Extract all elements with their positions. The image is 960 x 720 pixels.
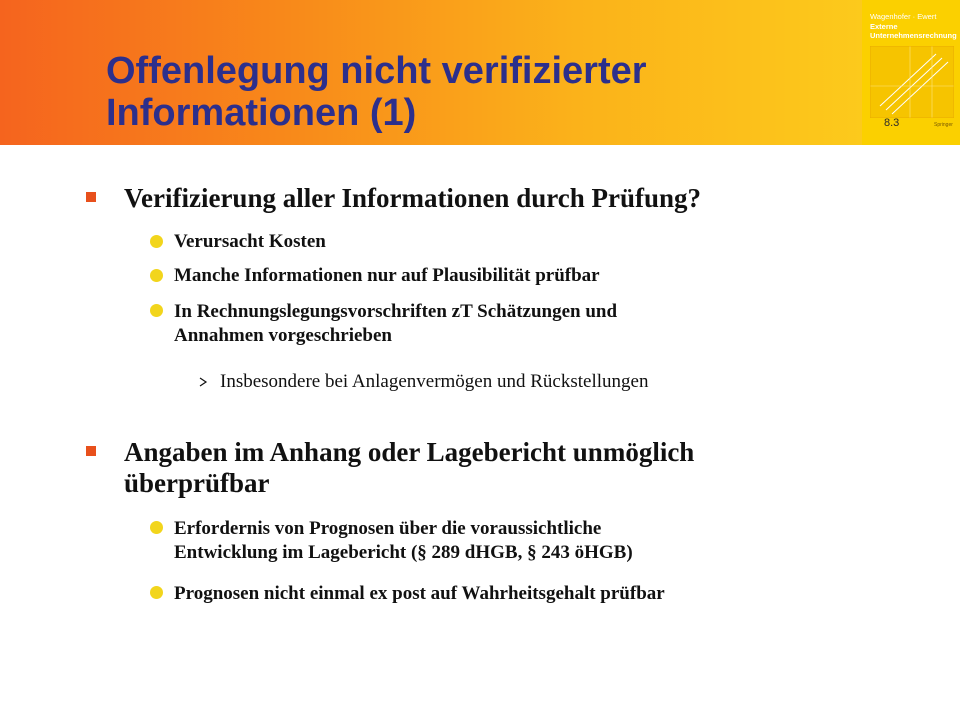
section-1-item-3-line-2: Annahmen vorgeschrieben: [174, 325, 392, 346]
section-1-item-1: Verursacht Kosten: [174, 231, 326, 252]
book-publisher: Springer: [934, 122, 953, 128]
slide-title-line-2: Informationen (1): [106, 92, 417, 134]
section-2-item-1-line-1: Erfordernis von Prognosen über die voraussichtliche: [174, 518, 602, 539]
square-bullet-icon: [86, 446, 96, 456]
book-title-line-2: Unternehmensrechnung: [870, 31, 957, 40]
section-1-item-2: Manche Informationen nur auf Plausibilität prüfbar: [174, 265, 600, 286]
section-1-item-3-subitem-1: Insbesondere bei Anlagenvermögen und Rückstellungen: [220, 371, 649, 392]
section-1-heading: Verifizierung aller Informationen durch Prüfung?: [124, 183, 701, 213]
section-2-heading-line-1: Angaben im Anhang oder Lagebericht unmöglich: [124, 437, 695, 467]
round-bullet-icon: [150, 586, 163, 599]
section-1-item-3-line-1: In Rechnungslegungsvorschriften zT Schätzungen und: [174, 301, 618, 322]
square-bullet-icon: [86, 192, 96, 202]
slide-title-line-1: Offenlegung nicht verifizierter: [106, 50, 647, 92]
section-2-item-1-line-2: Entwicklung im Lagebericht (§ 289 dHGB, § 243 öHGB): [174, 542, 633, 563]
section-2-heading: [124, 437, 924, 499]
round-bullet-icon: [150, 304, 163, 317]
book-title-line-1: Externe: [870, 22, 898, 31]
section-2-heading-line-2: überprüfbar: [124, 468, 270, 498]
section-2-item-2: Prognosen nicht einmal ex post auf Wahrheitsgehalt prüfbar: [174, 583, 665, 604]
round-bullet-icon: [150, 521, 163, 534]
section-2-item-1: [174, 517, 894, 565]
round-bullet-icon: [150, 235, 163, 248]
round-bullet-icon: [150, 269, 163, 282]
book-authors: Wagenhofer · Ewert: [870, 12, 937, 21]
arrowhead-bullet-icon: [198, 377, 208, 387]
page-number: 8.3: [884, 117, 900, 129]
section-1-item-3: [174, 300, 894, 348]
